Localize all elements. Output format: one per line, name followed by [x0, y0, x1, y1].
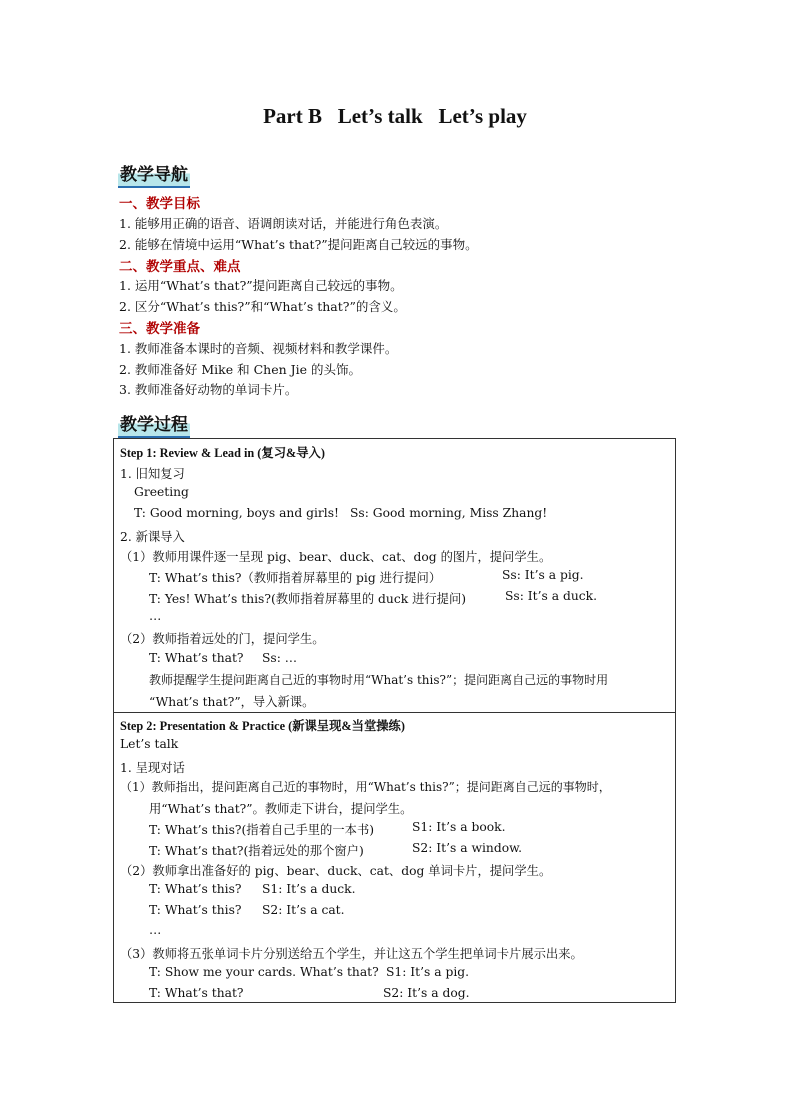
step1-line: （2）教师指着远处的门，提问学生。 [120, 632, 325, 646]
preparation-item: 3. 教师准备好动物的单词卡片。 [119, 382, 298, 397]
step1-line: T: What’s this?（教师指着屏幕里的 pig 进行提问） [149, 571, 442, 585]
preparation-item: 1. 教师准备本课时的音频、视频材料和教学课件。 [119, 341, 398, 356]
step1-line: Greeting [134, 485, 189, 499]
key-point-item: 1. 运用“What’s that?”提问距离自己较远的事物。 [119, 278, 403, 293]
step1-line: T: What’s that? [149, 651, 244, 665]
step2-line: T: What’s this? [149, 903, 242, 917]
step2-line: （1）教师指出，提问距离自己近的事物时，用“What’s this?”；提问距离自己远的事物时， [120, 780, 611, 794]
step2-line: S2: It’s a cat. [262, 903, 345, 917]
step2-line: T: Show me your cards. What’s that? [149, 965, 379, 979]
key-points-heading: 二、教学重点、难点 [119, 259, 241, 275]
step2-line: T: What’s this? [149, 882, 242, 896]
objectives-heading: 一、教学目标 [119, 196, 200, 212]
step1-line: T: Yes! What’s this?(教师指着屏幕里的 duck 进行提问) [149, 592, 467, 606]
step2-line: 用“What’s that?”。教师走下讲台，提问学生。 [149, 802, 413, 816]
nav-section-heading: 教学导航 [118, 158, 190, 188]
step2-line: … [149, 923, 162, 937]
process-section-heading: 教学过程 [118, 408, 190, 438]
step2-line: T: What’s that? [149, 986, 244, 1000]
step1-line: Ss: Good morning, Miss Zhang! [350, 506, 548, 520]
objective-item: 1. 能够用正确的语音、语调朗读对话，并能进行角色表演。 [119, 216, 448, 231]
step1-line: （1）教师用课件逐一呈现 pig、bear、duck、cat、dog 的图片，提问学生。 [120, 550, 552, 564]
step1-line: T: Good morning, boys and girls! [134, 506, 339, 520]
objective-item: 2. 能够在情境中运用“What’s that?”提问距离自己较远的事物。 [119, 237, 478, 252]
preparation-heading: 三、教学准备 [119, 321, 200, 337]
step2-title: Step 2: Presentation & Practice (新课呈现&当堂操练) [120, 719, 405, 733]
step1-line: 2. 新课导入 [120, 530, 185, 544]
step1-line: Ss: … [262, 651, 298, 665]
step1-line: “What’s that?”，导入新课。 [149, 695, 315, 709]
step2-line: （2）教师拿出准备好的 pig、bear、duck、cat、dog 单词卡片，提问学生。 [120, 864, 552, 878]
step1-line: Ss: It’s a pig. [502, 568, 584, 582]
step2-line: S1: It’s a duck. [262, 882, 356, 896]
step2-line: （3）教师将五张单词卡片分别送给五个学生，并让这五个学生把单词卡片展示出来。 [120, 947, 583, 961]
step1-title: Step 1: Review & Lead in (复习&导入) [120, 446, 325, 460]
step1-line: Ss: It’s a duck. [505, 589, 597, 603]
step2-line: T: What’s that?(指着远处的那个窗户) [149, 844, 364, 858]
step2-line: 1. 呈现对话 [120, 761, 185, 775]
step1-line: … [149, 609, 162, 623]
step2-line: Let’s talk [120, 737, 179, 751]
step2-line: S1: It’s a book. [412, 820, 506, 834]
step2-line: T: What’s this?(指着自己手里的一本书) [149, 823, 375, 837]
table-row-divider [114, 712, 675, 713]
preparation-item: 2. 教师准备好 Mike 和 Chen Jie 的头饰。 [119, 362, 362, 377]
step1-line: 1. 旧知复习 [120, 467, 185, 481]
step2-line: S2: It’s a window. [412, 841, 523, 855]
step2-line: S1: It’s a pig. [386, 965, 470, 979]
page-title: Part B Let’s talk Let’s play [263, 104, 527, 128]
lesson-steps-table [113, 438, 676, 1003]
step1-line: 教师提醒学生提问距离自己近的事物时用“What’s this?”；提问距离自己远的事物时用 [149, 673, 609, 687]
key-point-item: 2. 区分“What’s this?”和“What’s that?”的含义。 [119, 299, 406, 314]
step2-line: S2: It’s a dog. [383, 986, 470, 1000]
